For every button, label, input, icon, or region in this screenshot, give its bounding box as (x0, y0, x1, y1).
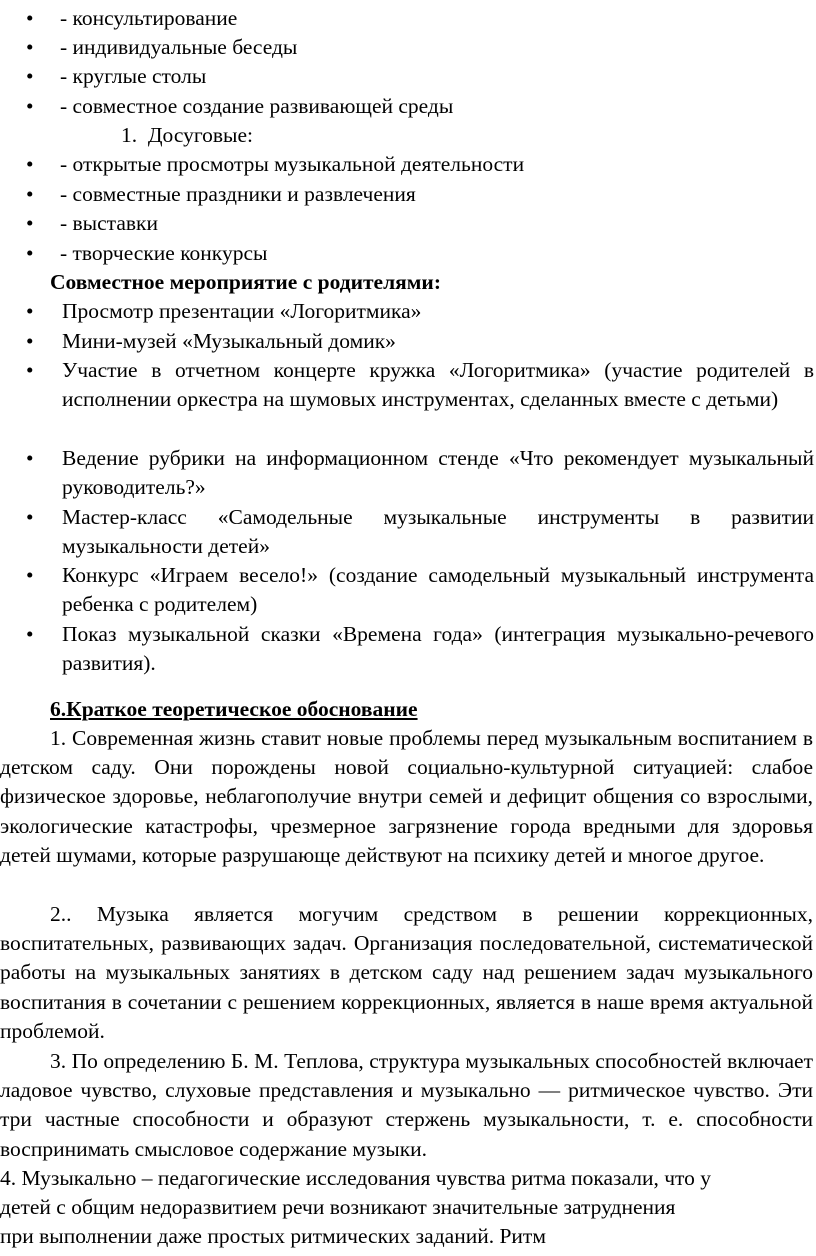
bullet-icon: • (26, 94, 34, 118)
bullet-icon: • (26, 358, 34, 382)
list-item-text: - открытые просмотры музыкальной деятельности (60, 152, 525, 176)
bullet-icon: • (26, 622, 34, 646)
list-item-text: - выставки (60, 211, 158, 235)
section-title: 6.Краткое теоретическое обоснование (50, 697, 418, 721)
numbered-item (121, 121, 253, 150)
bullet-icon: • (26, 329, 34, 353)
bullet-icon: • (26, 64, 34, 88)
section-heading: Совместное мероприятие с родителями: (50, 270, 441, 294)
bullet-icon: • (26, 35, 34, 59)
list-item-text: - круглые столы (60, 64, 207, 88)
paragraph: 1. Современная жизнь ставит новые проблемы перед музыкальным воспитанием в детском саду. Они порождены новой социально-культурной ситуацией: слабое физическое здоровье, неблагополучие внутри семей и дефицит общения со взрослыми, экологические катастрофы, чрезмерное загрязнение города вредными для здоровья детей шумами, которые разрушающе действуют на психику детей и многое другое. (0, 726, 813, 867)
bullet-icon: • (26, 299, 34, 323)
bullet-icon: • (26, 152, 34, 176)
list-item-text: Просмотр презентации «Логоритмика» (62, 299, 422, 323)
bullet-icon: • (26, 446, 34, 470)
list-item-text: Ведение рубрики на информационном стенде «Что рекомендует музыкальный руководитель?» (62, 446, 814, 500)
paragraph: 2.. Музыка является могучим средством в решении коррекционных, воспитательных, развивающих задач. Организация последовательной, систематической работы на музыкальных занятиях в детском саду над решением задач музыкального воспитания в сочетании с решением коррекционных, является в наше время актуальной проблемой. (0, 902, 813, 1043)
numbered-item-number: 1. (121, 123, 138, 147)
list-item-text: Участие в отчетном концерте кружка «Логоритмика» (участие родителей в исполнении оркестра на шумовых инструментах, сделанных вместе с детьми) (62, 358, 814, 412)
list-item-text: - творческие конкурсы (60, 241, 268, 265)
bullet-icon: • (26, 563, 34, 587)
numbered-item-text: Досуговые: (147, 123, 253, 147)
list-item-text: Показ музыкальной сказки «Времена года» (интеграция музыкально-речевого развития). (62, 622, 814, 676)
list-item-text: - совместное создание развивающей среды (60, 94, 454, 118)
paragraph-line: при выполнении даже простых ритмических заданий. Ритм (0, 1224, 546, 1248)
list-item-text: - совместные праздники и развлечения (60, 182, 416, 206)
list-item-text: - индивидуальные беседы (60, 35, 298, 59)
bullet-icon: • (26, 6, 34, 30)
bullet-icon: • (26, 241, 34, 265)
bullet-icon: • (26, 182, 34, 206)
list-item-text: Мини-музей «Музыкальный домик» (62, 329, 396, 353)
bullet-icon: • (26, 211, 34, 235)
list-item-text: - консультирование (60, 6, 238, 30)
bullet-icon: • (26, 505, 34, 529)
paragraph-line: 4. Музыкально – педагогические исследования чувства ритма показали, что у (0, 1166, 712, 1190)
paragraph-line: детей с общим недоразвитием речи возникают значительные затруднения (0, 1195, 676, 1219)
paragraph: 3. По определению Б. М. Теплова, структура музыкальных способностей включает ладовое чувство, слуховые представления и музыкально — ритмическое чувство. Эти три частные способности и образуют стержень музыкальности, т. е. способности воспринимать смысловое содержание музыки. (0, 1049, 813, 1161)
list-item-text: Мастер-класс «Самодельные музыкальные инструменты в развитии музыкальности детей» (62, 505, 814, 559)
list-item-text: Конкурс «Играем весело!» (создание самодельный музыкальный инструмента ребенка с родителем) (62, 563, 814, 617)
